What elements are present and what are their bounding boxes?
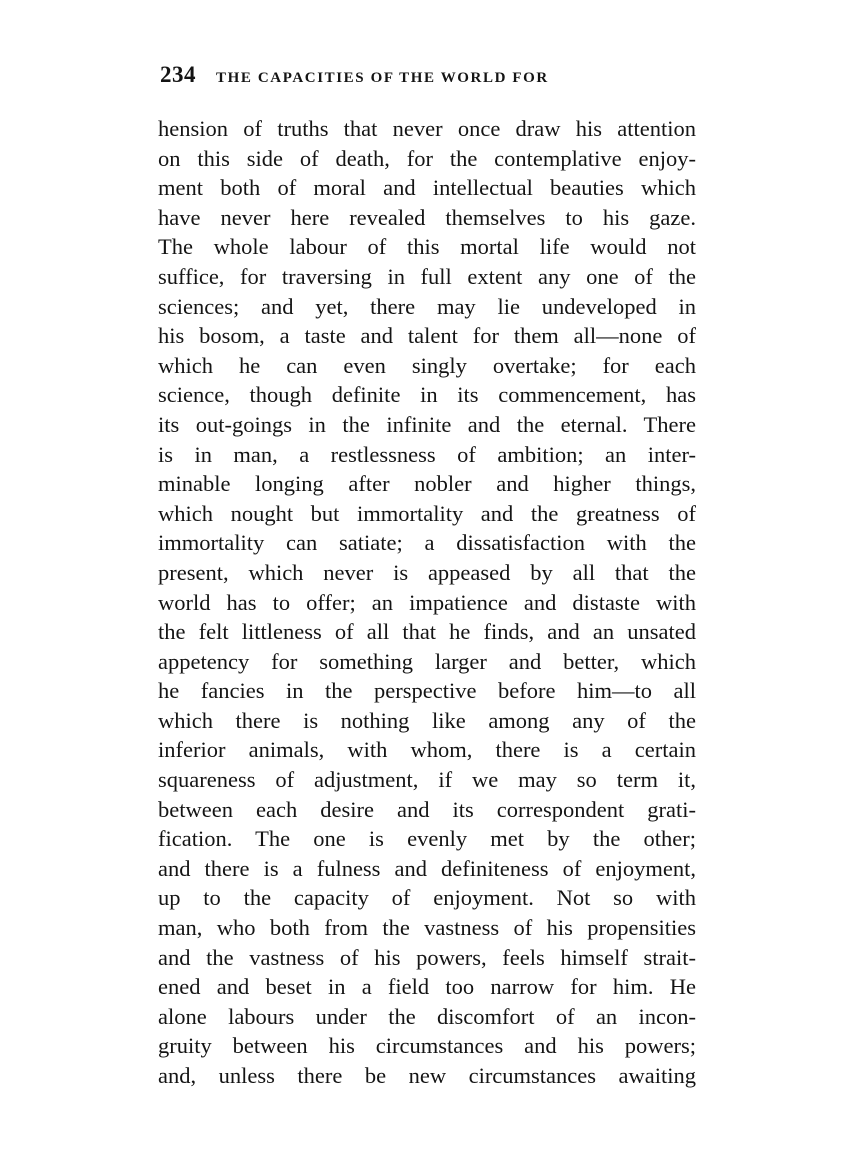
text-line: suffice, for traversing in full extent any one of the (158, 263, 696, 289)
text-line: and there is a fulness and definiteness of enjoyment, (158, 855, 696, 881)
text-line: immortality can satiate; a dissatisfaction with the (158, 530, 696, 556)
text-line: up to the capacity of enjoyment. Not so with (158, 885, 696, 911)
text-line: on this side of death, for the contemplative enjoy- (158, 145, 696, 171)
text-line: appetency for something larger and better, which (158, 648, 696, 674)
text-line: ment both of moral and intellectual beauties which (158, 175, 696, 201)
text-line: which there is nothing like among any of the (158, 707, 696, 733)
page-number: 234 (160, 62, 196, 87)
text-line: its out-goings in the infinite and the eternal. There (158, 411, 696, 437)
text-line: The whole labour of this mortal life would not (158, 234, 696, 260)
text-line: sciences; and yet, there may lie undeveloped in (158, 293, 696, 319)
text-line: he fancies in the perspective before him—to all (158, 678, 696, 704)
text-line: alone labours under the discomfort of an incon- (158, 1003, 696, 1029)
body-text (158, 114, 696, 1091)
text-line: and, unless there be new circumstances awaiting (158, 1063, 696, 1088)
text-line: hension of truths that never once draw his attention (158, 116, 696, 141)
text-line: world has to offer; an impatience and distaste with (158, 589, 696, 615)
text-line: is in man, a restlessness of ambition; an inter- (158, 441, 696, 467)
text-line: which he can even singly overtake; for each (158, 352, 696, 378)
text-line: science, though definite in its commencement, has (158, 382, 696, 408)
text-line: and the vastness of his powers, feels himself strait- (158, 944, 696, 970)
text-line: which nought but immortality and the greatness of (158, 500, 696, 526)
text-line: inferior animals, with whom, there is a certain (158, 737, 696, 763)
running-head (160, 62, 700, 92)
text-line: squareness of adjustment, if we may so term it, (158, 767, 696, 793)
running-title: THE CAPACITIES OF THE WORLD FOR (216, 70, 549, 86)
text-line: man, who both from the vastness of his propensities (158, 915, 696, 941)
text-line: his bosom, a taste and talent for them all—none of (158, 323, 696, 349)
text-line: ened and beset in a field too narrow for him. He (158, 974, 696, 1000)
text-line: present, which never is appeased by all that the (158, 559, 696, 585)
text-line: have never here revealed themselves to his gaze. (158, 204, 696, 230)
text-line: minable longing after nobler and higher things, (158, 471, 696, 497)
text-line: the felt littleness of all that he finds, and an unsated (158, 619, 696, 645)
text-line: gruity between his circumstances and his powers; (158, 1033, 696, 1059)
text-line: fication. The one is evenly met by the other; (158, 826, 696, 852)
text-line: between each desire and its correspondent grati- (158, 796, 696, 822)
